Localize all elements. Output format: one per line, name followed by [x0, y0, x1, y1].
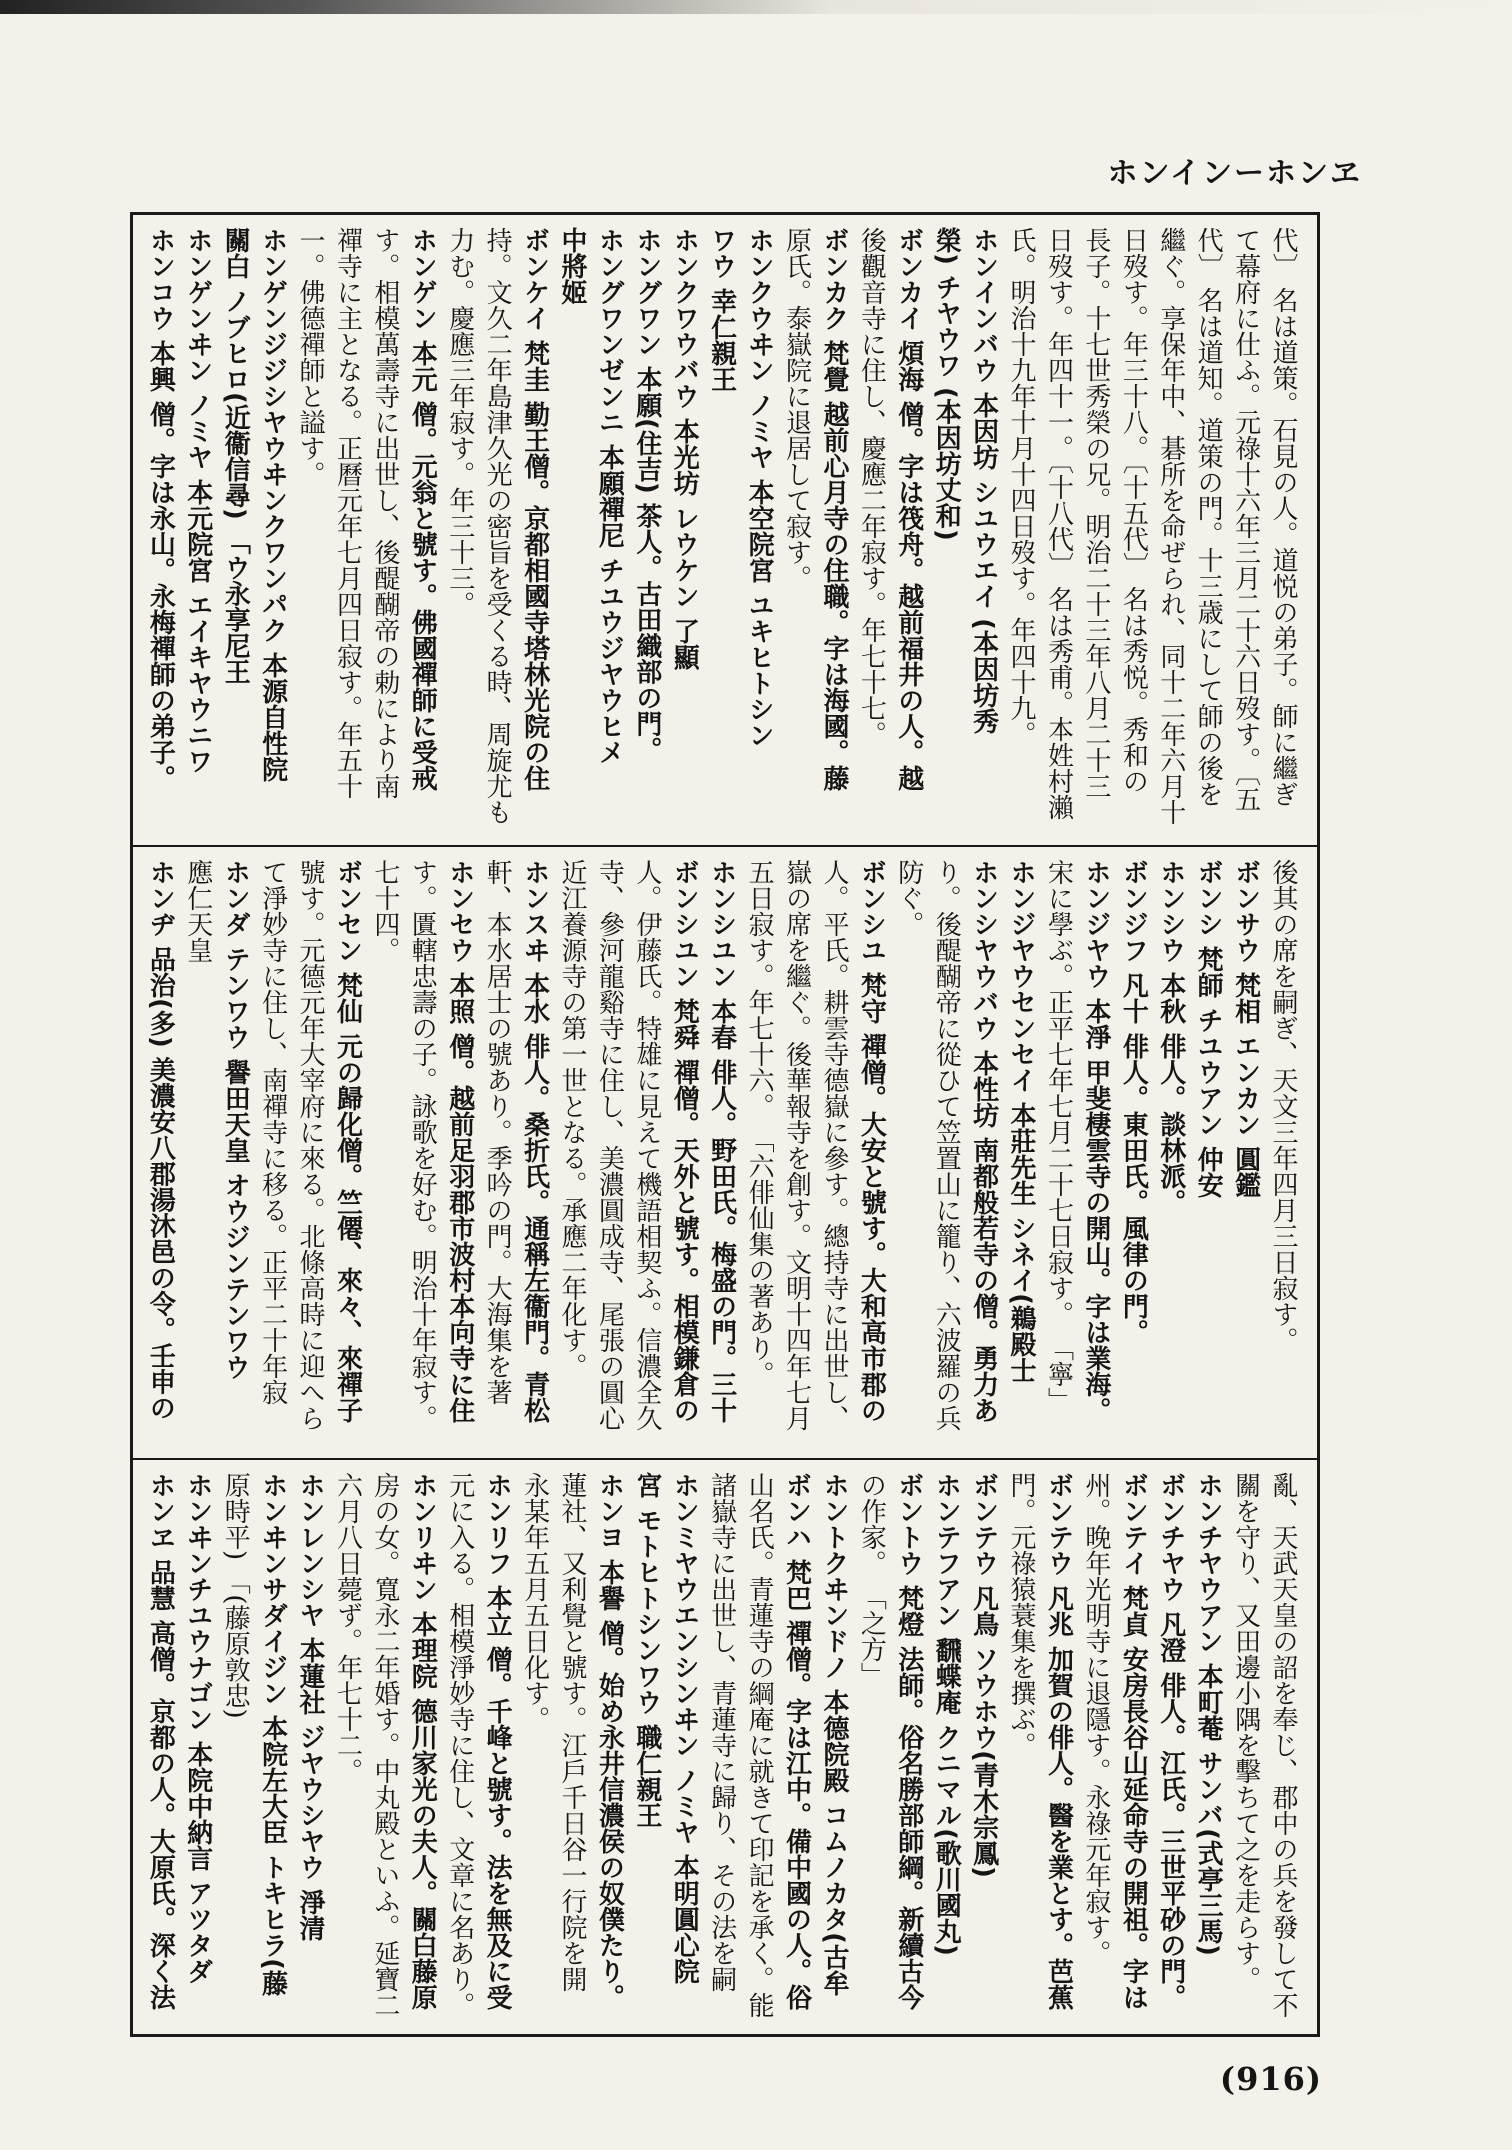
- entry-text-column: 後其の席を嗣ぎ、天文三年四月三日寂す。: [1268, 859, 1298, 1353]
- entry-text-column: 房の女。寬永二年婚す。中丸殿といふ。延寶二: [369, 1472, 400, 2018]
- entry-heading-column: ボンハ 梵巴 禪僧。字は江中。備中國の人。俗: [781, 1472, 812, 2011]
- entry-heading-column: ホンレンシヤ 本蓮社 ジヤウシヤウ 淨清: [295, 1472, 326, 1942]
- entry-heading-column: ホンシユン 本春 俳人。野田氏。梅盛の門。三十: [706, 859, 737, 1424]
- entry-text-column: 力む。慶應三年寂す。年三十三。: [444, 227, 475, 617]
- entry-heading-column: ホンチヤウアン 本町菴 サンバ(式亭三馬): [1193, 1472, 1224, 1956]
- entry-text-column: 長子。十七世秀榮の兄。明治二十三年八月二十三: [1080, 227, 1111, 799]
- entry-heading-column: ボンカク 梵覺 越前心月寺の住職。字は海國。藤: [818, 227, 849, 792]
- entry-text-column: 五日寂す。年七十六。 「六俳仙集の著あり。: [744, 859, 775, 1388]
- entry-heading-column: ホングワン 本願(住吉) 茶人。古田織部の門。: [631, 227, 662, 763]
- entry-text-column: 一。佛德禪師と謚す。: [295, 227, 326, 487]
- entry-heading-column: ホンリフ 本立 僧。千峰と號す。法を無及に受: [482, 1472, 513, 2011]
- entry-heading-column: ホンジヤウ 本淨 甲斐棲雲寺の開山。字は業海。: [1080, 859, 1111, 1424]
- entry-text-column: 號す。元德元年大宰府に來る。北條高時に迎へら: [295, 859, 326, 1431]
- entry-text-column: 代〕 名は道知。道策の門。十三歳にして師の後を: [1193, 227, 1224, 808]
- entry-heading-column: ボンジフ 凡十 俳人。東田氏。風律の門。: [1118, 859, 1149, 1346]
- entry-text-column: 宋に學ぶ。正平七年七月二十七日寂す。 「寧」: [1043, 859, 1074, 1414]
- entry-text-column: 原氏。泰嶽院に退居して寂す。: [781, 227, 812, 591]
- entry-heading-column: ホンゲンヰン ノミヤ 本元院宮 エイキヤウニワ: [182, 227, 213, 775]
- entry-heading-column: ホンテフアン 飜蝶庵 クニマル(歌川國丸): [931, 1472, 962, 1956]
- entry-text-column: 繼ぐ。享保年中、碁所を命ぜられ、同十二年六月十: [1155, 227, 1186, 825]
- entry-text-column: 防ぐ。: [893, 859, 924, 937]
- entry-text-column: の作家。 「之方」: [856, 1472, 887, 1689]
- entry-heading-column: ホングワンゼンニ 本願禪尼 チユウジヤウヒメ: [594, 227, 625, 766]
- entry-heading-column: ホンリヰン 本理院 德川家光の夫人。關白藤原: [407, 1472, 438, 2011]
- entry-heading-column: ボンシユ 梵守 禪僧。大安と號す。大和高市郡の: [856, 859, 887, 1424]
- entry-heading-column: ホンシヤウバウ 本性坊 南都般若寺の僧。勇力あ: [968, 859, 999, 1424]
- entry-heading-column: ボントウ 梵燈 法師。俗名勝部師綱。新續古今: [893, 1472, 924, 2011]
- entry-heading-column: ボンシ 梵師 チユウアン 仲安: [1193, 859, 1224, 1199]
- entry-heading-column: ホンヰンチユウナゴン 本院中納言 アツタダ: [182, 1472, 213, 1985]
- entry-heading-column: 中將姬: [556, 227, 587, 305]
- entry-heading-column: ボンシユン 梵舜 禪僧。天外と號す。相模鎌倉の: [669, 859, 700, 1424]
- entry-heading-column: ワウ 幸仁親王: [706, 227, 737, 393]
- dictionary-page-frame: [130, 212, 1320, 2037]
- entry-text-column: 近江養源寺の第一世となる。承應二年化す。: [556, 859, 587, 1379]
- entry-text-column: て幕府に仕ふ。元祿十六年三月二十六日歿す。〔五: [1230, 227, 1261, 812]
- entry-text-column: 原時平) 「(藤原敦忠): [220, 1472, 251, 1719]
- entry-text-column: 永某年五月五日化す。: [519, 1472, 550, 1732]
- entry-heading-column: ホンコウ 本興 僧。字は永山。永梅禪師の弟子。: [145, 227, 176, 792]
- entry-heading-column: ホンセウ 本照 僧。越前足羽郡市波村本向寺に住: [444, 859, 475, 1424]
- entry-text-column: 嶽の席を繼ぐ。後華報寺を創す。文明十四年七月: [781, 859, 812, 1431]
- entry-heading-column: ボンセン 梵仙 元の歸化僧。竺僊、來々、來禪子: [332, 859, 363, 1424]
- entry-heading-column: 宮 モトヒトシンワウ 職仁親王: [631, 1472, 662, 1829]
- entry-heading-column: ホンゲンジジシヤウヰンクワンパク 本源自性院: [257, 227, 288, 783]
- entry-text-column: 山名氏。青蓮寺の綱庵に就きて印記を承く。能: [744, 1472, 775, 2018]
- entry-heading-column: ボンテイ 梵貞 安房長谷山延命寺の開祖。字は: [1118, 1472, 1149, 2011]
- entry-text-column: 持。文久二年島津久光の密旨を受くる時、周旋尤も: [482, 227, 513, 825]
- entry-text-column: 後觀音寺に住し、慶應二年寂す。年七十七。: [856, 227, 887, 747]
- entry-text-column: 代〕 名は道策。石見の人。道悦の弟子。師に繼ぎ: [1268, 227, 1298, 808]
- entry-text-column: 軒、本水居士の號あり。季吟の門。大海集を著: [482, 859, 513, 1405]
- entry-heading-column: ホンヨ 本譽 僧。始め永井信濃侯の奴僕たり。: [594, 1472, 625, 2011]
- running-head: ホンインーホンヱ: [1107, 156, 1362, 191]
- entry-text-column: 州。晚年光明寺に退隱す。永祿元年寂す。: [1080, 1472, 1111, 1966]
- entry-heading-column: ホンジヤウセンセイ 本莊先生 シネイ(鵜殿士: [1006, 859, 1037, 1383]
- entry-heading-column: ホンミヤウエンシンヰン ノミヤ 本明圓心院: [669, 1472, 700, 1985]
- entry-heading-column: ホンクウヰン ノミヤ 本空院宮 ユキヒトシン: [744, 227, 775, 749]
- entry-heading-column: ホンヰンサダイジン 本院左大臣 トキヒラ(藤: [257, 1472, 288, 1996]
- entry-text-column: 人。伊藤氏。特雄に見えて機語相契ふ。信濃全久: [631, 859, 662, 1431]
- entry-heading-column: 榮) チヤウワ (本因坊丈和): [931, 227, 962, 541]
- tier-1: [133, 215, 1317, 845]
- entry-text-column: 元に入る。相模淨妙寺に住し、文章に名あり。: [444, 1472, 475, 2018]
- page-number: (916): [1219, 2060, 1322, 2098]
- entry-heading-column: ホンゲン 本元 僧。元翁と號す。佛國禪師に受戒: [407, 227, 438, 792]
- entry-text-column: 門。元祿猿蓑集を撰ぶ。: [1006, 1472, 1037, 1758]
- entry-heading-column: ホンインバウ 本因坊 シユウエイ (本因坊秀: [968, 227, 999, 735]
- entry-text-column: 禪寺に主となる。正曆元年七月四日寂す。年五十: [332, 227, 363, 799]
- entry-heading-column: ボンケイ 梵圭 勤王僧。京都相國寺塔林光院の住: [519, 227, 550, 792]
- entry-heading-column: ボンサウ 梵相 エンカン 圓鑑: [1230, 859, 1261, 1199]
- entry-text-column: 蓮社、又利覺と號す。江戶千日谷一行院を開: [556, 1472, 587, 1992]
- tier-2: [133, 845, 1317, 1458]
- scan-edge: [0, 0, 1512, 14]
- entry-text-column: す。匱轄忠壽の子。詠歌を好む。明治十年寂す。: [407, 859, 438, 1431]
- entry-text-column: り。後醍醐帝に從ひて笠置山に籠り、六波羅の兵: [931, 859, 962, 1431]
- entry-text-column: 氏。明治十九年十月十四日歿す。年四十九。: [1006, 227, 1037, 747]
- entry-heading-column: ボンテウ 凡兆 加賀の俳人。醫を業とす。芭蕉: [1043, 1472, 1074, 2011]
- entry-heading-column: ホンヱ 品慧 高僧。京都の人。大原氏。深く法: [145, 1472, 176, 2011]
- entry-text-column: 六月八日薨ず。年七十二。: [332, 1472, 363, 1784]
- entry-heading-column: ホンシウ 本秋 俳人。談林派。: [1155, 859, 1186, 1216]
- entry-text-column: 諸嶽寺に出世し、青蓮寺に歸り、その法を嗣: [706, 1472, 737, 1992]
- entry-heading-column: 關白 ノブヒロ(近衞信尋) 「ウ永享尼王: [220, 227, 251, 685]
- entry-text-column: 人。平氏。耕雲寺德嶽に參す。總持寺に出世し、: [818, 859, 849, 1431]
- entry-text-column: て淨妙寺に住し、南禪寺に移る。正平二十年寂: [257, 859, 288, 1405]
- entry-heading-column: ホンクワウバウ 本光坊 レウケン 了顯: [669, 227, 700, 671]
- entry-text-column: 亂、天武天皇の詔を奉じ、郡中の兵を發して不: [1268, 1472, 1298, 2018]
- entry-text-column: 日歿す。年三十八。〔十五代〕 名は秀悦。秀和の: [1118, 227, 1149, 795]
- entry-text-column: 關を守り、又田邊小隅を擊ちて之を走らす。: [1230, 1472, 1261, 1992]
- entry-text-column: 七十四。: [369, 859, 400, 963]
- entry-text-column: 寺、參河龍谿寺に住し、美濃圓成寺、尾張の圓心: [594, 859, 625, 1431]
- entry-text-column: 日歿す。年四十一。〔十八代〕 名は秀甫。本姓村瀨: [1043, 227, 1074, 821]
- entry-heading-column: ボンテウ 凡鳥 ソウホウ(青木宗鳳): [968, 1472, 999, 1878]
- entry-heading-column: ボンチヤウ 凡澄 俳人。江氏。三世平砂の門。: [1155, 1472, 1186, 2011]
- entry-text-column: す。相模萬壽寺に出世し、後醍醐帝の勅により南: [369, 227, 400, 799]
- entry-heading-column: ホンダ テンワウ 譽田天皇 オウジンテンワウ: [220, 859, 251, 1381]
- entry-heading-column: ホンスヰ 本水 俳人。桑折氏。通稱左衞門。青松: [519, 859, 550, 1424]
- entry-heading-column: ボンカイ 煩海 僧。字は筏舟。越前福井の人。越: [893, 227, 924, 792]
- entry-heading-column: ホンヂ 品治(多) 美濃安八郡湯沐邑の令。壬申の: [145, 859, 176, 1421]
- entry-heading-column: ホントクヰンドノ 本德院殿 コムノカタ(古牟: [818, 1472, 849, 1996]
- tier-3: [133, 1458, 1317, 2034]
- entry-text-column: 應仁天皇: [182, 859, 213, 963]
